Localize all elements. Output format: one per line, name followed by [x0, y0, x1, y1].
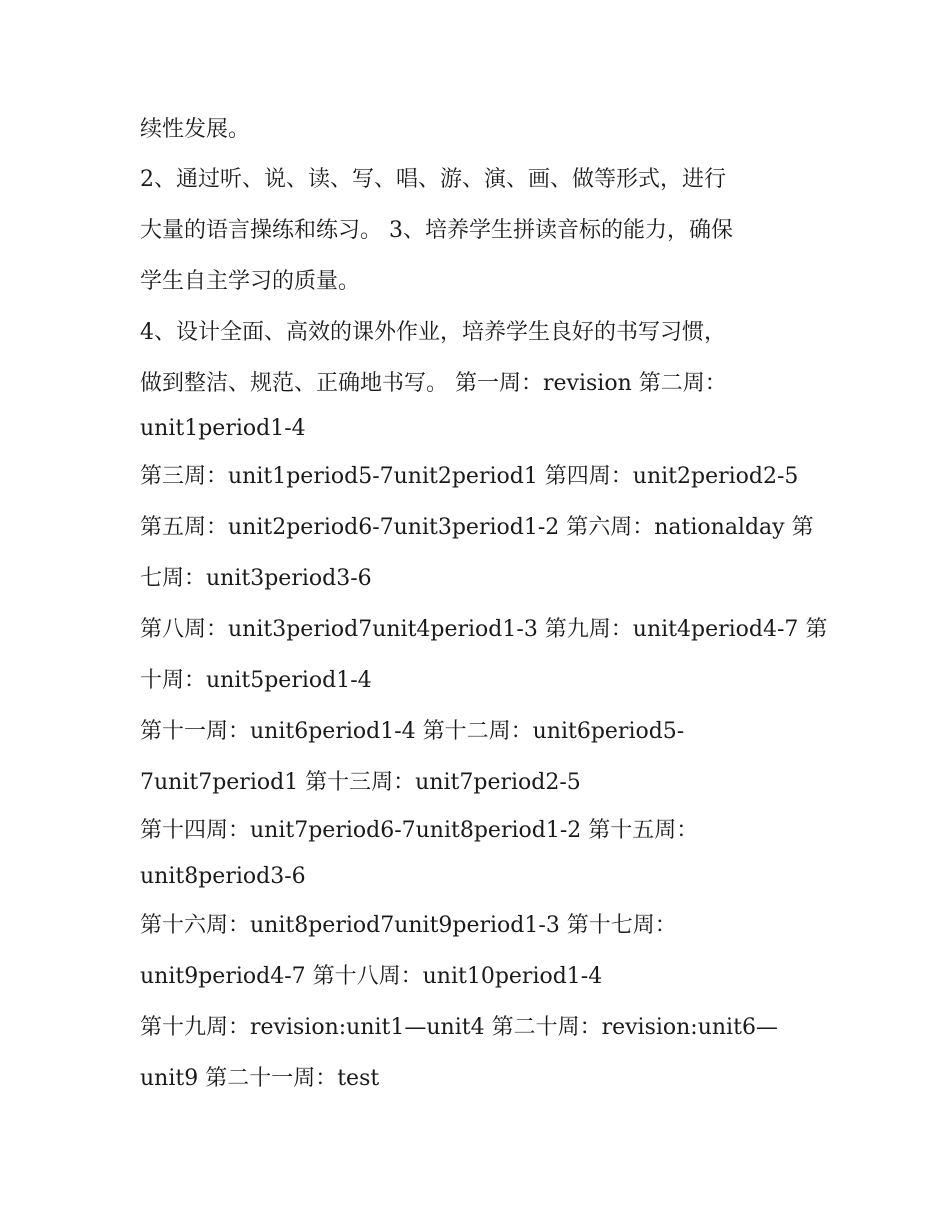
paragraph-8: [140, 808, 820, 900]
text-line: 学生自主学习的质量。: [140, 269, 361, 294]
text-line: 大量的语言操练和练习。 3、培养学生拼读音标的能力，确保: [140, 218, 733, 243]
text-line: 第五周：unit2period6-7unit3period1-2 第六周：nationalday 第: [140, 515, 814, 540]
paragraph-5: [140, 502, 820, 604]
paragraph-2: [140, 154, 820, 307]
paragraph-10: [140, 1002, 820, 1104]
text-line: 续性发展。: [140, 117, 251, 142]
text-line: 4、设计全面、高效的课外作业，培养学生良好的书写习惯，: [140, 320, 726, 345]
paragraph-3: [140, 307, 820, 449]
text-line: 第八周：unit3period7unit4period1-3 第九周：unit4period4-7 第: [140, 617, 828, 642]
paragraph-6: [140, 604, 828, 706]
text-line: unit1period1-4: [140, 416, 306, 441]
text-line: 第十六周：unit8period7unit9period1-3 第十七周：: [140, 913, 677, 938]
text-line: 第三周：unit1period5-7unit2period1 第四周：unit2period2-5: [140, 464, 799, 489]
text-line: unit9period4-7 第十八周：unit10period1-4: [140, 964, 603, 989]
text-line: 第十四周：unit7period6-7unit8period1-2 第十五周：: [140, 818, 699, 843]
paragraph-4: [140, 451, 820, 502]
text-line: 2、通过听、说、读、写、唱、游、演、画、做等形式，进行: [140, 167, 726, 192]
text-line: unit9 第二十一周：test: [140, 1066, 380, 1091]
text-line: 第十九周：revision:unit1—unit4 第二十周：revision:unit6—: [140, 1015, 778, 1040]
paragraph-1: [140, 104, 820, 155]
paragraph-9: [140, 900, 820, 1002]
paragraph-7: [140, 706, 820, 808]
text-line: 做到整洁、规范、正确地书写。 第一周：revision 第二周：: [140, 371, 727, 396]
text-line: 十周：unit5period1-4: [140, 668, 372, 693]
text-line: 7unit7period1 第十三周：unit7period2-5: [140, 770, 581, 795]
text-line: 七周：unit3period3-6: [140, 566, 372, 591]
text-line: unit8period3-6: [140, 864, 306, 889]
text-line: 第十一周：unit6period1-4 第十二周：unit6period5-: [140, 719, 685, 744]
